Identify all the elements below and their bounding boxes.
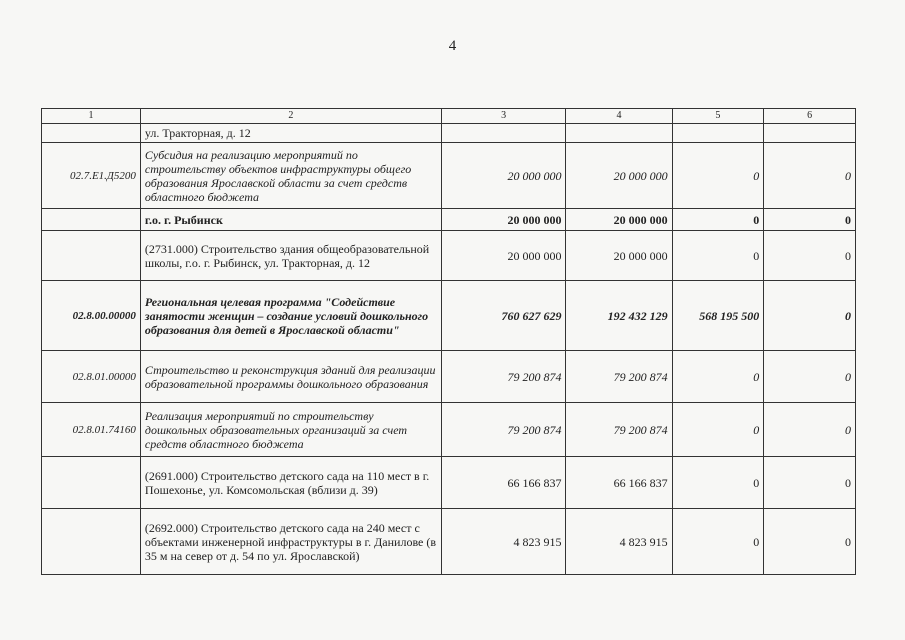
amount-cell: 760 627 629: [441, 281, 566, 351]
amount-cell: 0: [764, 403, 856, 457]
amount-cell: 0: [672, 231, 764, 281]
desc-cell: (2692.000) Строительство детского сада на 240 мест с объектами инженерной инфраструктуры в г. Данилове (в 35 м на север от д. 54 по ул. Ярославской): [140, 509, 441, 575]
amount-cell: 20 000 000: [441, 209, 566, 231]
table-row: [42, 231, 856, 281]
desc-cell: Строительство и реконструкция зданий для реализации образовательной программы дошкольного образования: [140, 351, 441, 403]
amount-cell: 79 200 874: [566, 351, 672, 403]
header-cell: 4: [566, 109, 672, 124]
amount-cell: 0: [764, 351, 856, 403]
amount-cell: 0: [764, 281, 856, 351]
header-cell: 5: [672, 109, 764, 124]
amount-cell: 0: [672, 351, 764, 403]
amount-cell: 0: [764, 143, 856, 209]
amount-cell: 0: [672, 509, 764, 575]
table-row: [42, 457, 856, 509]
code-cell: [42, 209, 141, 231]
header-cell: 2: [140, 109, 441, 124]
code-cell: 02.8.00.00000: [42, 281, 141, 351]
desc-cell: г.о. г. Рыбинск: [140, 209, 441, 231]
header-cell: 6: [764, 109, 856, 124]
desc-cell: (2731.000) Строительство здания общеобразовательной школы, г.о. г. Рыбинск, ул. Тракторная, д. 12: [140, 231, 441, 281]
amount-cell: 192 432 129: [566, 281, 672, 351]
page-number: 4: [448, 38, 457, 54]
code-cell: [42, 231, 141, 281]
desc-cell: ул. Тракторная, д. 12: [140, 124, 441, 143]
code-cell: 02.8.01.00000: [42, 351, 141, 403]
amount-cell: [441, 124, 566, 143]
code-cell: [42, 124, 141, 143]
header-cell: 1: [42, 109, 141, 124]
amount-cell: [672, 124, 764, 143]
amount-cell: [764, 124, 856, 143]
header-cell: 3: [441, 109, 566, 124]
amount-cell: 20 000 000: [566, 209, 672, 231]
amount-cell: 568 195 500: [672, 281, 764, 351]
amount-cell: 0: [672, 457, 764, 509]
amount-cell: 20 000 000: [441, 231, 566, 281]
code-cell: [42, 457, 141, 509]
table-row: [42, 143, 856, 209]
desc-cell: Реализация мероприятий по строительству дошкольных образовательных организаций за счет средств областного бюджета: [140, 403, 441, 457]
amount-cell: 0: [672, 209, 764, 231]
code-cell: 02.7.Е1.Д5200: [42, 143, 141, 209]
amount-cell: 66 166 837: [441, 457, 566, 509]
amount-cell: 0: [672, 143, 764, 209]
table-row: [42, 509, 856, 575]
amount-cell: 0: [764, 457, 856, 509]
amount-cell: 20 000 000: [566, 231, 672, 281]
desc-cell: Субсидия на реализацию мероприятий по строительству объектов инфраструктуры общего образования Ярославской области за счет средств областного бюджета: [140, 143, 441, 209]
amount-cell: [566, 124, 672, 143]
desc-cell: (2691.000) Строительство детского сада на 110 мест в г. Пошехонье, ул. Комсомольская (вблизи д. 39): [140, 457, 441, 509]
code-cell: [42, 509, 141, 575]
amount-cell: 20 000 000: [441, 143, 566, 209]
amount-cell: 0: [672, 403, 764, 457]
amount-cell: 20 000 000: [566, 143, 672, 209]
code-cell: 02.8.01.74160: [42, 403, 141, 457]
amount-cell: 4 823 915: [566, 509, 672, 575]
budget-table: [41, 108, 856, 575]
table-row: [42, 124, 856, 143]
amount-cell: 79 200 874: [441, 403, 566, 457]
amount-cell: 79 200 874: [566, 403, 672, 457]
table-row: [42, 281, 856, 351]
amount-cell: 0: [764, 209, 856, 231]
table-row: [42, 351, 856, 403]
amount-cell: 0: [764, 231, 856, 281]
table-row: [42, 403, 856, 457]
amount-cell: 79 200 874: [441, 351, 566, 403]
amount-cell: 4 823 915: [441, 509, 566, 575]
desc-cell: Региональная целевая программа "Содействие занятости женщин – создание условий дошкольного образования для детей в Ярославской области": [140, 281, 441, 351]
table-row: [42, 209, 856, 231]
amount-cell: 66 166 837: [566, 457, 672, 509]
table-header-row: [42, 109, 856, 124]
amount-cell: 0: [764, 509, 856, 575]
